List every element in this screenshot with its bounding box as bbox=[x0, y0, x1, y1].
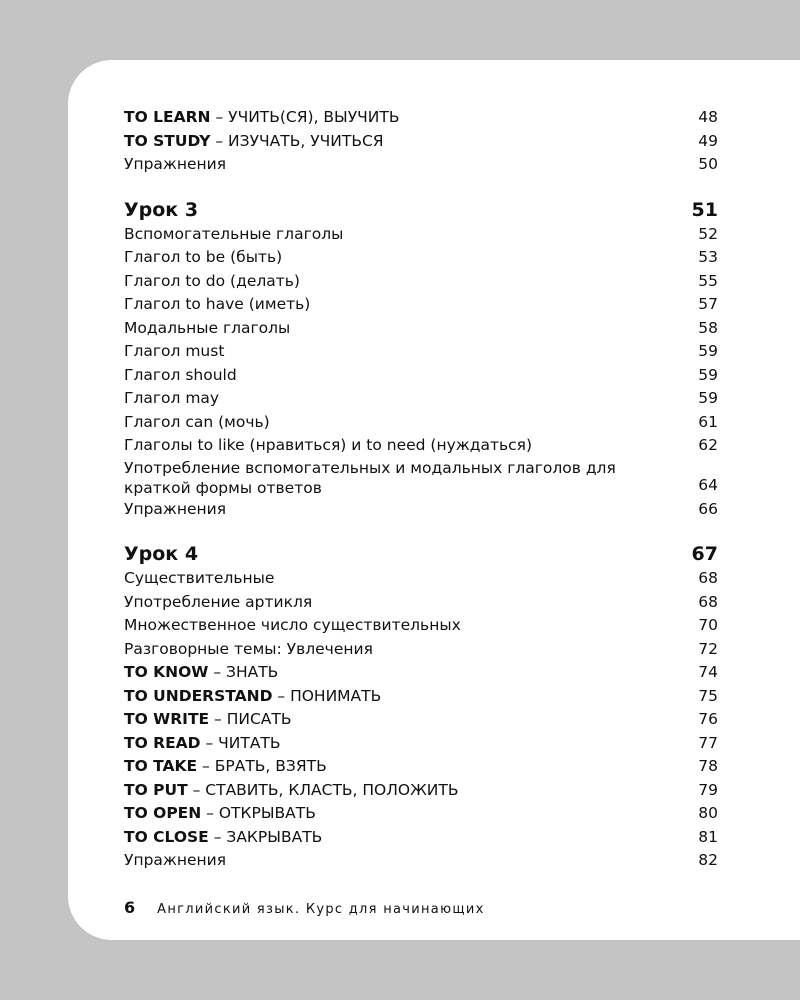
entry-text: Употребление артикля bbox=[124, 592, 313, 611]
entry-text bbox=[124, 802, 316, 826]
toc-entry bbox=[124, 826, 718, 850]
toc-entry bbox=[124, 661, 718, 685]
verb-keyword: TO KNOW bbox=[124, 663, 209, 681]
verb-translation: – УЧИТЬ(СЯ), ВЫУЧИТЬ bbox=[210, 108, 400, 126]
page-number: 49 bbox=[698, 131, 718, 150]
toc-entry bbox=[124, 153, 718, 177]
entry-text: Модальные глаголы bbox=[124, 318, 291, 337]
verb-translation: – ОТКРЫВАТЬ bbox=[201, 804, 316, 822]
page-number: 53 bbox=[698, 248, 718, 266]
toc-entry bbox=[124, 293, 718, 317]
entry-text: Упражнения bbox=[124, 499, 227, 518]
verb-keyword: TO PUT bbox=[124, 780, 188, 799]
toc-entry bbox=[124, 498, 718, 522]
verb-translation: – ЧИТАТЬ bbox=[200, 733, 281, 752]
entry-text: Глагол can (мочь) bbox=[124, 412, 270, 431]
entry-text bbox=[124, 708, 292, 732]
entry-text: Существительные bbox=[124, 569, 275, 587]
verb-keyword: TO READ bbox=[124, 733, 201, 752]
toc-entry bbox=[124, 802, 718, 826]
footer-page-number: 6 bbox=[124, 898, 136, 917]
page-number: 72 bbox=[698, 639, 718, 658]
lesson-heading bbox=[124, 541, 718, 567]
entry-text: Глагол must bbox=[124, 342, 225, 360]
page-number: 64 bbox=[698, 476, 718, 494]
page-number: 58 bbox=[698, 318, 718, 337]
verb-keyword: TO UNDERSTAND bbox=[124, 686, 273, 705]
page-number: 66 bbox=[698, 499, 718, 518]
page-number: 48 bbox=[698, 108, 718, 126]
verb-translation: – ЗНАТЬ bbox=[208, 663, 279, 681]
toc-entry bbox=[124, 317, 718, 341]
toc-entry bbox=[124, 849, 718, 873]
toc-entry bbox=[124, 223, 718, 247]
toc-entry bbox=[124, 732, 718, 756]
table-of-contents bbox=[124, 106, 718, 873]
page-number: 68 bbox=[698, 592, 718, 611]
page-number: 50 bbox=[698, 155, 718, 173]
page-number: 52 bbox=[698, 224, 718, 243]
entry-text: Глаголы to like (нравиться) и to need (нуждаться) bbox=[124, 436, 532, 454]
entry-text: Глагол to be (быть) bbox=[124, 248, 283, 266]
toc-entry bbox=[124, 387, 718, 411]
entry-text bbox=[124, 826, 322, 850]
page-number: 75 bbox=[698, 686, 718, 705]
footer-book-title: Английский язык. Курс для начинающих bbox=[157, 902, 485, 917]
verb-keyword: TO WRITE bbox=[124, 710, 210, 728]
lesson-title: Урок 4 bbox=[124, 543, 199, 565]
verb-translation: – ПИСАТЬ bbox=[209, 710, 292, 728]
lesson-page-number: 51 bbox=[691, 198, 718, 221]
page-number: 74 bbox=[698, 663, 718, 681]
lesson-heading bbox=[124, 197, 718, 223]
page-number: 80 bbox=[698, 804, 718, 822]
page-number: 70 bbox=[698, 616, 718, 634]
toc-entry bbox=[124, 434, 718, 458]
page-number: 55 bbox=[698, 271, 718, 290]
lesson-title: Урок 3 bbox=[124, 198, 199, 221]
entry-text: Множественное число существительных bbox=[124, 616, 461, 634]
entry-text bbox=[124, 779, 459, 803]
entry-text: Глагол to have (иметь) bbox=[124, 295, 311, 313]
page-number: 79 bbox=[698, 780, 718, 799]
toc-entry bbox=[124, 130, 718, 154]
verb-translation: – ИЗУЧАТЬ, УЧИТЬСЯ bbox=[210, 131, 384, 150]
toc-entry bbox=[124, 364, 718, 388]
page-number: 81 bbox=[698, 827, 718, 846]
page-number: 76 bbox=[698, 710, 718, 728]
verb-translation: – БРАТЬ, ВЗЯТЬ bbox=[197, 757, 327, 775]
toc-entry bbox=[124, 591, 718, 615]
toc-entry bbox=[124, 755, 718, 779]
toc-entry bbox=[124, 458, 718, 498]
verb-keyword: TO TAKE bbox=[124, 757, 198, 775]
toc-entry bbox=[124, 340, 718, 364]
entry-text bbox=[124, 106, 400, 130]
page-number: 62 bbox=[698, 436, 718, 454]
toc-entry bbox=[124, 270, 718, 294]
verb-keyword: TO CLOSE bbox=[124, 827, 209, 846]
entry-text: Глагол should bbox=[124, 365, 237, 384]
page-number: 78 bbox=[698, 757, 718, 775]
toc-entry bbox=[124, 779, 718, 803]
page-number: 57 bbox=[698, 295, 718, 313]
verb-keyword: TO OPEN bbox=[124, 804, 202, 822]
entry-text: Вспомогательные глаголы bbox=[124, 224, 344, 243]
entry-text: Глагол to do (делать) bbox=[124, 271, 300, 290]
entry-text: Упражнения bbox=[124, 851, 227, 869]
toc-entry bbox=[124, 106, 718, 130]
page-number: 59 bbox=[698, 365, 718, 384]
page-number: 77 bbox=[698, 733, 718, 752]
page-number: 68 bbox=[698, 569, 718, 587]
verb-translation: – ЗАКРЫВАТЬ bbox=[208, 827, 323, 846]
entry-text bbox=[124, 130, 384, 154]
toc-entry bbox=[124, 246, 718, 270]
toc-entry bbox=[124, 638, 718, 662]
page-footer bbox=[124, 898, 485, 917]
entry-text: Глагол may bbox=[124, 389, 220, 407]
page-number: 59 bbox=[698, 342, 718, 360]
entry-text: Разговорные темы: Увлечения bbox=[124, 639, 373, 658]
entry-text: Упражнения bbox=[124, 155, 227, 173]
page-number: 59 bbox=[698, 389, 718, 407]
verb-translation: – ПОНИМАТЬ bbox=[272, 686, 382, 705]
lesson-page-number: 67 bbox=[691, 543, 718, 565]
toc-entry bbox=[124, 708, 718, 732]
entry-text bbox=[124, 661, 278, 685]
toc-entry bbox=[124, 567, 718, 591]
toc-entry bbox=[124, 685, 718, 709]
entry-text: Употребление вспомогательных и модальных глаголов для краткой формы ответов bbox=[124, 458, 616, 497]
page-number: 82 bbox=[698, 851, 718, 869]
toc-entry bbox=[124, 411, 718, 435]
verb-keyword: TO LEARN bbox=[124, 108, 211, 126]
entry-text bbox=[124, 685, 381, 709]
verb-keyword: TO STUDY bbox=[124, 131, 211, 150]
entry-text bbox=[124, 755, 327, 779]
entry-text bbox=[124, 732, 281, 756]
verb-translation: – СТАВИТЬ, КЛАСТЬ, ПОЛОЖИТЬ bbox=[187, 780, 459, 799]
page-number: 61 bbox=[698, 412, 718, 431]
toc-entry bbox=[124, 614, 718, 638]
